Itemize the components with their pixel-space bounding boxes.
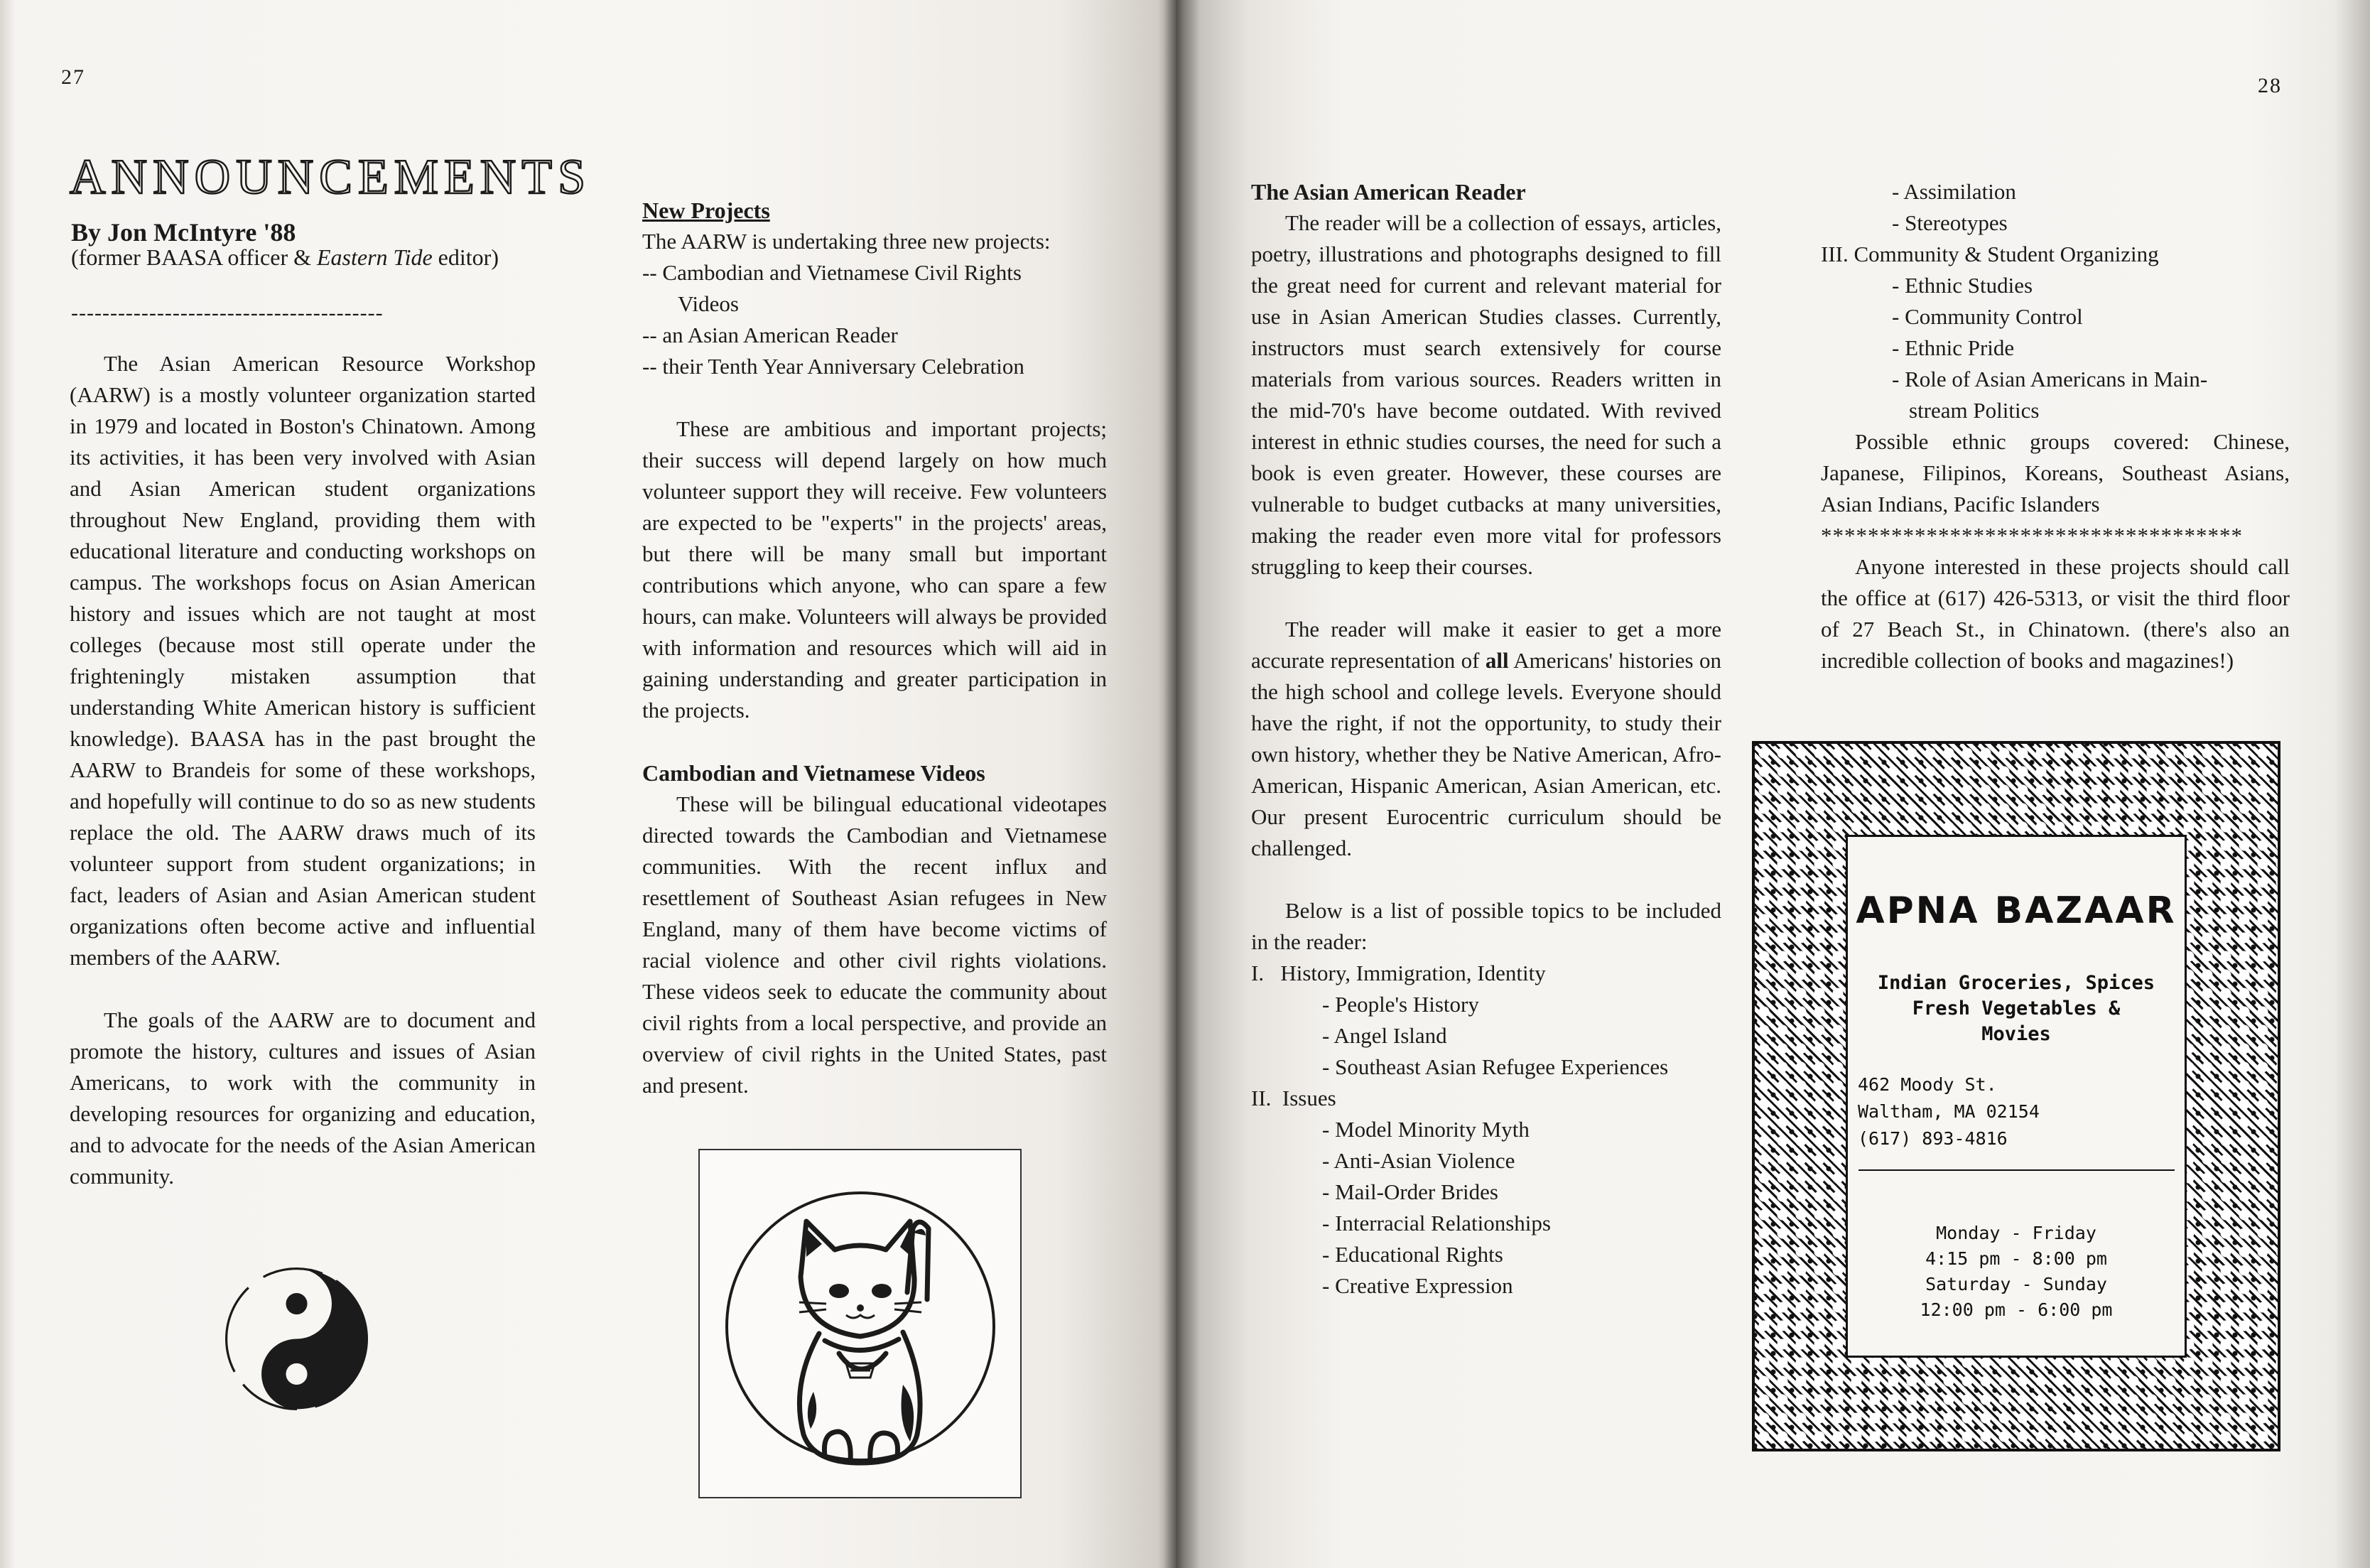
ad-tagline (1848, 970, 2185, 1047)
book-spine (1158, 0, 1201, 1568)
ad-hours (1848, 1221, 2185, 1323)
list-item: -- an Asian American Reader (642, 323, 898, 347)
ad-hours-line: Saturday - Sunday (1925, 1274, 2107, 1294)
topic-item: - Model Minority Myth (1322, 1117, 1530, 1142)
section-heading: Cambodian and Vietnamese Videos (642, 760, 985, 786)
paragraph: The Asian American Resource Workshop (AARW) is a mostly volunteer organization started in 1979 and located in Boston's Chinatown. Among its activities, it has been very involved with Asian and Asian American student organizations throughout New England, providing them with educational literature and conducting workshops on campus. The workshops focus on Asian American history and issues which are not taught at most colleges (because most still operate under the frighteningly mistaken assumption that understanding White American history is sufficient knowledge). BAASA has in the past brought the AARW to Brandeis for some of these workshops, and hopefully will continue to do so as new students replace the old. The AARW draws much of its volunteer support from student organizations; in fact, leaders of Asian and Asian American student organizations often become active and influential members of the AARW. (70, 351, 536, 970)
paragraph-emphasis: all (1485, 648, 1509, 673)
lucky-cat-illustration (698, 1149, 1022, 1498)
ad-hours-line: 12:00 pm - 6:00 pm (1920, 1299, 2113, 1320)
list-item: Videos (678, 291, 739, 316)
byline-note-suffix: editor) (432, 244, 499, 270)
topic-item: - Stereotypes (1892, 210, 2008, 235)
topic-item: - Role of Asian Americans in Main- (1892, 367, 2208, 391)
ad-content (1846, 835, 2187, 1358)
list-item: -- Cambodian and Vietnamese Civil Rights (642, 260, 1022, 285)
paragraph: The reader will be a collection of essays, articles, poetry, illustrations and photographs designed to fill the great need for current and relevant material for use in Asian American Studies classes. Currently, instructors must search extensively for course materials from various sources. Readers written in the mid-70's have become outdated. With revived interest in ethnic studies courses, the need for such a book is even greater. However, these courses are vulnerable to budget cutbacks at many universities, making the reader even more vital for professors struggling to keep their courses. (1251, 210, 1721, 579)
topic-heading: II. Issues (1251, 1086, 1336, 1110)
article-column-1 (70, 348, 536, 1192)
ad-tagline-line: Movies (1981, 1023, 2051, 1045)
ad-phone: (617) 893-4816 (1858, 1128, 2008, 1149)
list-item: -- their Tenth Year Anniversary Celebration (642, 354, 1024, 379)
topic-item: - Ethnic Pride (1892, 335, 2015, 360)
page-number: 27 (61, 65, 85, 89)
topic-heading: III. Community & Student Organizing (1821, 242, 2159, 266)
topic-item: - Ethnic Studies (1892, 273, 2033, 298)
topic-item: - Assimilation (1892, 179, 2016, 204)
left-page (0, 0, 1176, 1568)
byline-note-prefix: (former BAASA officer & (71, 244, 317, 270)
apna-bazaar-ad (1752, 741, 2280, 1451)
article-column-4 (1821, 176, 2290, 676)
page-title: ANNOUNCEMENTS (70, 150, 591, 205)
topic-item: - Community Control (1892, 304, 2083, 329)
right-page (1176, 0, 2370, 1568)
topic-item: - People's History (1322, 992, 1479, 1017)
byline-note (71, 244, 499, 271)
article-column-3 (1251, 176, 1721, 1302)
byline: By Jon McIntyre '88 (71, 218, 296, 247)
paragraph: These will be bilingual educational videotapes directed towards the Cambodian and Vietnamese communities. With the recent influx and resettlement of Southeast Asian refugees in New England, many of them have become victims of racial violence and other civil rights violations. These videos seek to educate the community about civil rights from a local perspective, and provide an overview of civil rights in the United States, past and present. (642, 791, 1107, 1098)
ad-hours-line: 4:15 pm - 8:00 pm (1925, 1248, 2107, 1269)
topic-item: stream Politics (1909, 398, 2040, 423)
article-column-2 (642, 195, 1107, 1101)
lucky-cat-icon (700, 1150, 1020, 1497)
ad-tagline-line: Fresh Vegetables & (1912, 997, 2121, 1020)
byline-note-publication: Eastern Tide (317, 244, 433, 270)
ad-divider (1858, 1169, 2175, 1171)
ad-title: APNA BAZAAR (1856, 890, 2177, 932)
paragraph: Possible ethnic groups covered: Chinese, Japanese, Filipinos, Koreans, Southeast Asians, Asian Indians, Pacific Islanders (1821, 429, 2290, 517)
topic-item: - Mail-Order Brides (1322, 1179, 1498, 1204)
ad-city: Waltham, MA 02154 (1858, 1101, 2040, 1122)
page-number: 28 (2258, 74, 2282, 97)
section-heading: The Asian American Reader (1251, 179, 1526, 205)
paragraph-text: The reader will make it easier to get a more accurate representation of (1251, 617, 1721, 673)
divider: ---------------------------------------- (71, 301, 384, 325)
paragraph: These are ambitious and important projects; their success will depend largely on how much volunteer support they will receive. Few volunteers are expected to be "experts" in the projects' areas, but there will be many small but important contributions which anyone, who can spare a few hours, can make. Volunteers will always be provided with information and resources which will aid in gaining understanding and greater participation in the projects. (642, 416, 1108, 723)
asterisk-divider: ************************************ (1821, 523, 2243, 548)
ad-address (1848, 1071, 2185, 1152)
topic-item: - Creative Expression (1322, 1273, 1513, 1298)
topic-heading: I. History, Immigration, Identity (1251, 961, 1546, 985)
topic-item: - Angel Island (1322, 1023, 1447, 1048)
paragraph-text: Americans' histories on the high school and college levels. Everyone should have the right, if not the opportunity, to study their own history, whether they be Native American, Afro-American, Hispanic American, Asian American, etc. Our present Eurocentric curriculum should be challenged. (1251, 648, 1721, 860)
paragraph: Anyone interested in these projects should call the office at (617) 426-5313, or visit the third floor of 27 Beach St., in Chinatown. (there's also an incredible collection of books and magazines!) (1821, 554, 2290, 673)
topic-item: - Educational Rights (1322, 1242, 1503, 1267)
ad-hours-line: Monday - Friday (1936, 1223, 2096, 1243)
ad-tagline-line: Indian Groceries, Spices (1877, 972, 2155, 994)
topic-item: - Interracial Relationships (1322, 1211, 1551, 1236)
yin-yang-icon (220, 1262, 373, 1415)
paragraph (1251, 614, 1721, 864)
ad-street: 462 Moody St. (1858, 1074, 1997, 1095)
paragraph: Below is a list of possible topics to be included in the reader: (1251, 898, 1721, 954)
section-intro: The AARW is undertaking three new projects: (642, 229, 1051, 254)
section-heading: New Projects (642, 198, 770, 223)
topic-item: - Southeast Asian Refugee Experiences (1322, 1054, 1669, 1079)
topic-item: - Anti-Asian Violence (1322, 1148, 1515, 1173)
paragraph: The goals of the AARW are to document and promote the history, cultures and issues of Asian Americans, to work with the community in developing resources for organizing and education, and to advocate for the needs of the Asian American community. (70, 1007, 536, 1189)
